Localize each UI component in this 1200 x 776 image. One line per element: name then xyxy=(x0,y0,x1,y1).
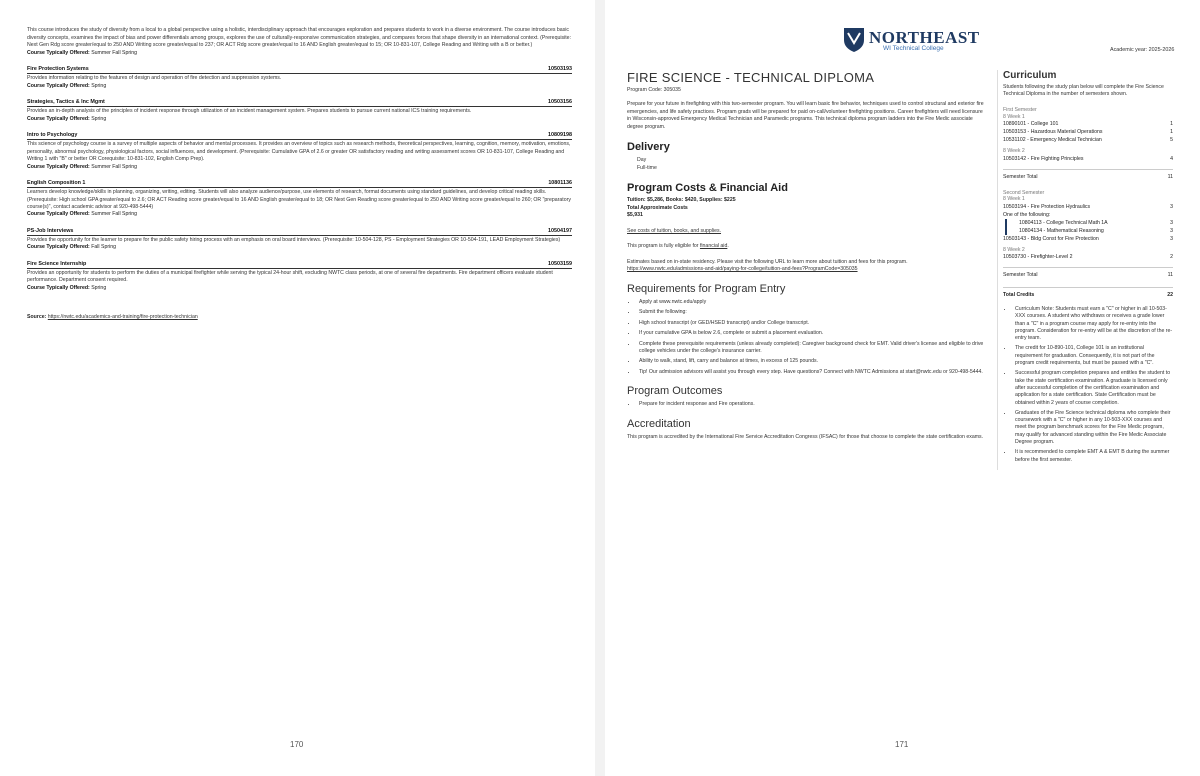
costs-line: Tuition: $5,286, Books: $420, Supplies: $225 xyxy=(627,197,736,204)
list-item: • If your cumulative GPA is below 2.6, complete or submit a placement evaluation. xyxy=(637,330,985,337)
logo-wordmark: NORTHEAST xyxy=(869,28,980,47)
list-item: • Successful program completion prepares and entitles the student to take the state certification examination. A graduate is licensed only after successful completion of the certification examination and application for a state certification. State Certification must be obtained within 2 years of course completion. xyxy=(1013,370,1173,406)
outcomes-heading: Program Outcomes xyxy=(627,385,723,398)
list-item: • Tip! Our admission advisors will assist you through every step. Have questions? Connect with NWTC Admissions at start@nwtc.edu or 920-498-5444. xyxy=(637,369,985,376)
course-offered: Course Typically Offered: Spring xyxy=(27,284,107,291)
course-entry xyxy=(27,66,572,90)
curriculum-title: Curriculum xyxy=(1003,70,1057,81)
list-item: • Complete these prerequisite requirements (unless already completed): Caregiver background check for EMT. Valid driver's license and eligible to drive college vehicles under the college's insurance carrier. xyxy=(637,341,985,356)
left-page xyxy=(0,0,595,776)
list-item: • High school transcript (or GED/HSED transcript) and/or College transcript. xyxy=(637,320,985,327)
delivery-item: Full-time xyxy=(637,165,657,172)
source-line: Source: https://nwtc.edu/academics-and-training/fire-protection-technician xyxy=(27,314,198,321)
curriculum-row: 10503143 - Bldg Const for Fire Protection 3 xyxy=(1003,235,1173,242)
course-header xyxy=(27,261,572,269)
course-header xyxy=(27,132,572,140)
course-code: 10504197 xyxy=(548,228,572,234)
estimates-note: Estimates based on in-state residency. Please visit the following URL to learn more about tuition and fees for this program. https://www.nwtc.edu/admissions-and-aid/paying-for-college/tuition-and-fees?ProgramCode=305035 xyxy=(627,258,908,273)
course-header xyxy=(27,99,572,107)
page-gutter xyxy=(595,0,605,776)
course-offered: Course Typically Offered: Summer Fall Spring xyxy=(27,49,138,56)
course-entry xyxy=(27,228,572,252)
accreditation-heading: Accreditation xyxy=(627,417,691,430)
course-code: 10801136 xyxy=(548,180,572,187)
curriculum-row: 10503730 - Firefighter-Level 2 2 xyxy=(1003,254,1173,260)
course-title: Fire Science Internship xyxy=(27,261,87,267)
curriculum-row: 10503194 - Fire Protection Hydraulics 3 xyxy=(1003,203,1173,210)
course-entry xyxy=(27,99,572,123)
shield-logo-icon xyxy=(843,27,865,53)
total-credits: Total Credits 22 xyxy=(1003,287,1173,298)
block-label: 8 Week 1 xyxy=(1003,196,1025,202)
curriculum-column xyxy=(1003,70,1173,467)
course-description: Provides the opportunity for the learner to prepare for the public safety hiring process with an emphasis on oral board interviews. (Prerequisite: 10-504-128, PS - Employment Strategies OR 10-504-191, LEAD Employment Strategies) xyxy=(27,237,561,243)
diversity-course-description: This course introduces the study of diversity from a local to a global perspective using a holistic, interdisciplinary approach that encourages exploration and prepares students to work in a diverse environment. The course introduces basic diversity concepts, examines the impact of bias and power differentials among groups, explores the use of culturally-responsive communication strategies, and compares forces that shape diversity in an international context. (Prerequisite: Next Gen Rdg score greater/equal to 250 AND Writing score greater/equal to 237; OR ACT Rdg score greater/equal to 16 AND English greater/equal to 15; OR 10-831-107, College Reading and Writing with a B or better.) xyxy=(27,27,572,49)
semester-total: Semester Total 11 xyxy=(1003,169,1173,181)
course-offered: Course Typically Offered: Spring xyxy=(27,82,107,89)
requirements-heading: Requirements for Program Entry xyxy=(627,282,786,295)
college-logo xyxy=(843,27,1003,55)
list-item: • Prepare for incident response and Fire operations. xyxy=(637,401,985,408)
curriculum-notes xyxy=(1003,306,1173,464)
course-title: PS-Job Interviews xyxy=(27,228,74,234)
curriculum-row: 10503142 - Fire Fighting Principles 4 xyxy=(1003,155,1173,162)
course-header xyxy=(27,66,572,74)
page-number: 170 xyxy=(290,740,304,749)
column-divider xyxy=(997,70,998,470)
program-code: Program Code: 305035 xyxy=(627,87,681,93)
costs-link-line xyxy=(627,228,985,236)
course-offered: Course Typically Offered: Spring xyxy=(27,115,107,122)
course-offered: Course Typically Offered: Summer Fall Spring xyxy=(27,163,138,170)
list-item: • Submit the following: xyxy=(637,309,985,316)
program-title: FIRE SCIENCE - TECHNICAL DIPLOMA xyxy=(627,70,875,85)
curriculum-row: 10531102 - Emergency Medical Technician 5 xyxy=(1003,137,1173,143)
block-label: 8 Week 1 xyxy=(1003,113,1025,120)
tuition-url-link[interactable]: https://www.nwtc.edu/admissions-and-aid/paying-for-college/tuition-and-fees?ProgramCode=305035 xyxy=(627,266,858,273)
curriculum-choice-row: 10804113 - College Technical Math 1A 3 xyxy=(1005,219,1173,227)
logo-subtitle: WI Technical College xyxy=(883,45,944,52)
course-description: Provides information relating to the features of design and operation of fire detection and suppression systems. xyxy=(27,75,282,82)
page-number: 171 xyxy=(895,740,909,749)
delivery-list xyxy=(627,156,985,172)
course-title: Intro to Psychology xyxy=(27,132,78,139)
program-intro: Prepare for your future in firefighting with this two-semester program. You will learn basic fire behavior, techniques used to control structural and exterior fire emergencies, and life safety practices. Program grads will be prepared for paid on-call/volunteer firefighting positions. Career firefighters will need licensure in Wisconsin-approved Emergency Medical Technician and Paramedic programs. This technical diploma program ladders into the Fire Medic associate degree program. xyxy=(627,101,984,130)
delivery-item: Day xyxy=(637,157,647,164)
program-main-column xyxy=(627,70,985,441)
accreditation-text: This program is accredited by the International Fire Service Accreditation Congress (IFSAC) for those that choose to complete the state certification exams. xyxy=(627,433,984,440)
curriculum-row: 10503153 - Hazardous Material Operations 1 xyxy=(1003,129,1173,135)
course-entry xyxy=(27,180,572,219)
curriculum-intro: Students following the study plan below will complete the Fire Science Technical Diploma in the number of semesters shown. xyxy=(1003,84,1164,97)
course-entry xyxy=(27,261,572,292)
delivery-heading: Delivery xyxy=(627,141,670,154)
right-page xyxy=(605,0,1200,776)
course-entry xyxy=(27,132,572,171)
list-item: • Graduates of the Fire Science technical diploma who complete their coursework with a "C" or higher in any 10-503-XXX courses and meet the program benchmark scores for the Fire Medic program, may qualify for advanced standing within the Fire Medic Associate Degree program. xyxy=(1013,410,1173,446)
list-item: • It is recommended to complete EMT A & EMT B during the summer before the first semester. xyxy=(1013,449,1173,464)
list-item: • Ability to walk, stand, lift, carry and balance at times, in excess of 125 pounds. xyxy=(637,358,985,365)
academic-year: Academic year: 2025-2026 xyxy=(1110,47,1175,53)
list-item: • The credit for 10-890-101, College 101 is an institutional requirement for graduation. Consequently, it is not part of the program credit requirements, but must be passed with a "C". xyxy=(1013,345,1173,367)
costs-total-label: Total Approximate Costs xyxy=(627,204,688,211)
costs-block xyxy=(627,197,985,219)
left-page-body xyxy=(27,27,572,320)
course-header xyxy=(27,180,572,188)
course-title: Strategies, Tactics & Inc Mgmt xyxy=(27,99,105,106)
course-code: 10503159 xyxy=(548,261,572,267)
course-description: Provides an opportunity for students to perform the duties of a municipal firefighter while serving the typical 24-hour shift, excluding NWTC class periods, at one of several fire departments. Fire department officers evaluate student performance. Department consent required. xyxy=(27,270,553,284)
financial-aid-link[interactable]: financial aid xyxy=(699,243,728,250)
course-description: This science of psychology course is a survey of multiple aspects of behavior and mental processes. It provides an overview of topics such as research methods, theoretical perspectives, learning, cognition, memory, motivation, emotions, personality, abnormal psychology, physiological factors, social influences, and development. (Prerequisite: Cumulative GPA of 2.6 or greater OR satisfactory reading and writing assessment scores OR 10-831-107, College Reading and Writing 1 with "B" or better OR Corequisite: 10-831-102, English Comp Prep). xyxy=(27,141,571,163)
list-item: • Apply at www.nwtc.edu/apply xyxy=(637,299,985,306)
curriculum-choice-row: 10804134 - Mathematical Reasoning 3 xyxy=(1005,227,1173,235)
requirements-list xyxy=(627,299,985,376)
course-offered: Course Typically Offered: Summer Fall Spring xyxy=(27,211,138,218)
one-of-label: One of the following: xyxy=(1003,211,1051,218)
curriculum-row: 10890101 - College 101 1 xyxy=(1003,121,1173,127)
costs-link[interactable]: See costs of tuition, books, and supplies. xyxy=(627,227,722,234)
block-label: 8 Week 2 xyxy=(1003,246,1025,253)
semester-total: Semester Total 11 xyxy=(1003,267,1173,279)
course-title: English Composition 1 xyxy=(27,180,86,187)
course-code: 10809198 xyxy=(548,132,572,139)
block-label: 8 Week 2 xyxy=(1003,148,1025,154)
costs-heading: Program Costs & Financial Aid xyxy=(627,182,788,195)
course-code: 10503193 xyxy=(548,66,572,73)
semester-label: First Semester xyxy=(1003,107,1037,113)
costs-total: $5,931 xyxy=(627,212,643,219)
source-link[interactable]: https://nwtc.edu/academics-and-training/fire-protection-technician xyxy=(47,314,198,321)
list-item: • Curriculum Note: Students must earn a "C" or higher in all 10-503-XXX courses. A student who withdraws or receives a grade lower than a "C" in a program course may apply for re-entry into the program. Consideration for re-entry will be at the discretion of the re-entry team. xyxy=(1013,306,1173,342)
course-description: Provides an in-depth analysis of the principles of incident response through utilization of an incident management system. Prepares students to pursue current national ICS training requirements. xyxy=(27,108,472,115)
outcomes-list xyxy=(627,401,985,408)
course-description: Learners develop knowledge/skills in planning, organizing, writing, editing. Students will also analyze audience/purpose, use elements of research, format documents using standard guidelines, and develop critical reading skills. (Prerequisite: High school GPA greater/equal to 2.6; OR ACT Reading score greater/equal to 16 AND English greater/equal to 18; OR Next Gen Reading score greater/equal to 250 AND Writing score greater/equal to 260; OR "preparatory course(s)", contact academic advisor at 920-498-5444) xyxy=(27,189,571,210)
course-header xyxy=(27,228,572,236)
course-offered: Course Typically Offered: Fall Spring xyxy=(27,244,116,251)
semester-label: Second Semester xyxy=(1003,189,1045,196)
course-title: Fire Protection Systems xyxy=(27,66,89,73)
aid-line: This program is fully eligible for financial aid. xyxy=(627,243,729,250)
course-code: 10503156 xyxy=(548,99,572,106)
